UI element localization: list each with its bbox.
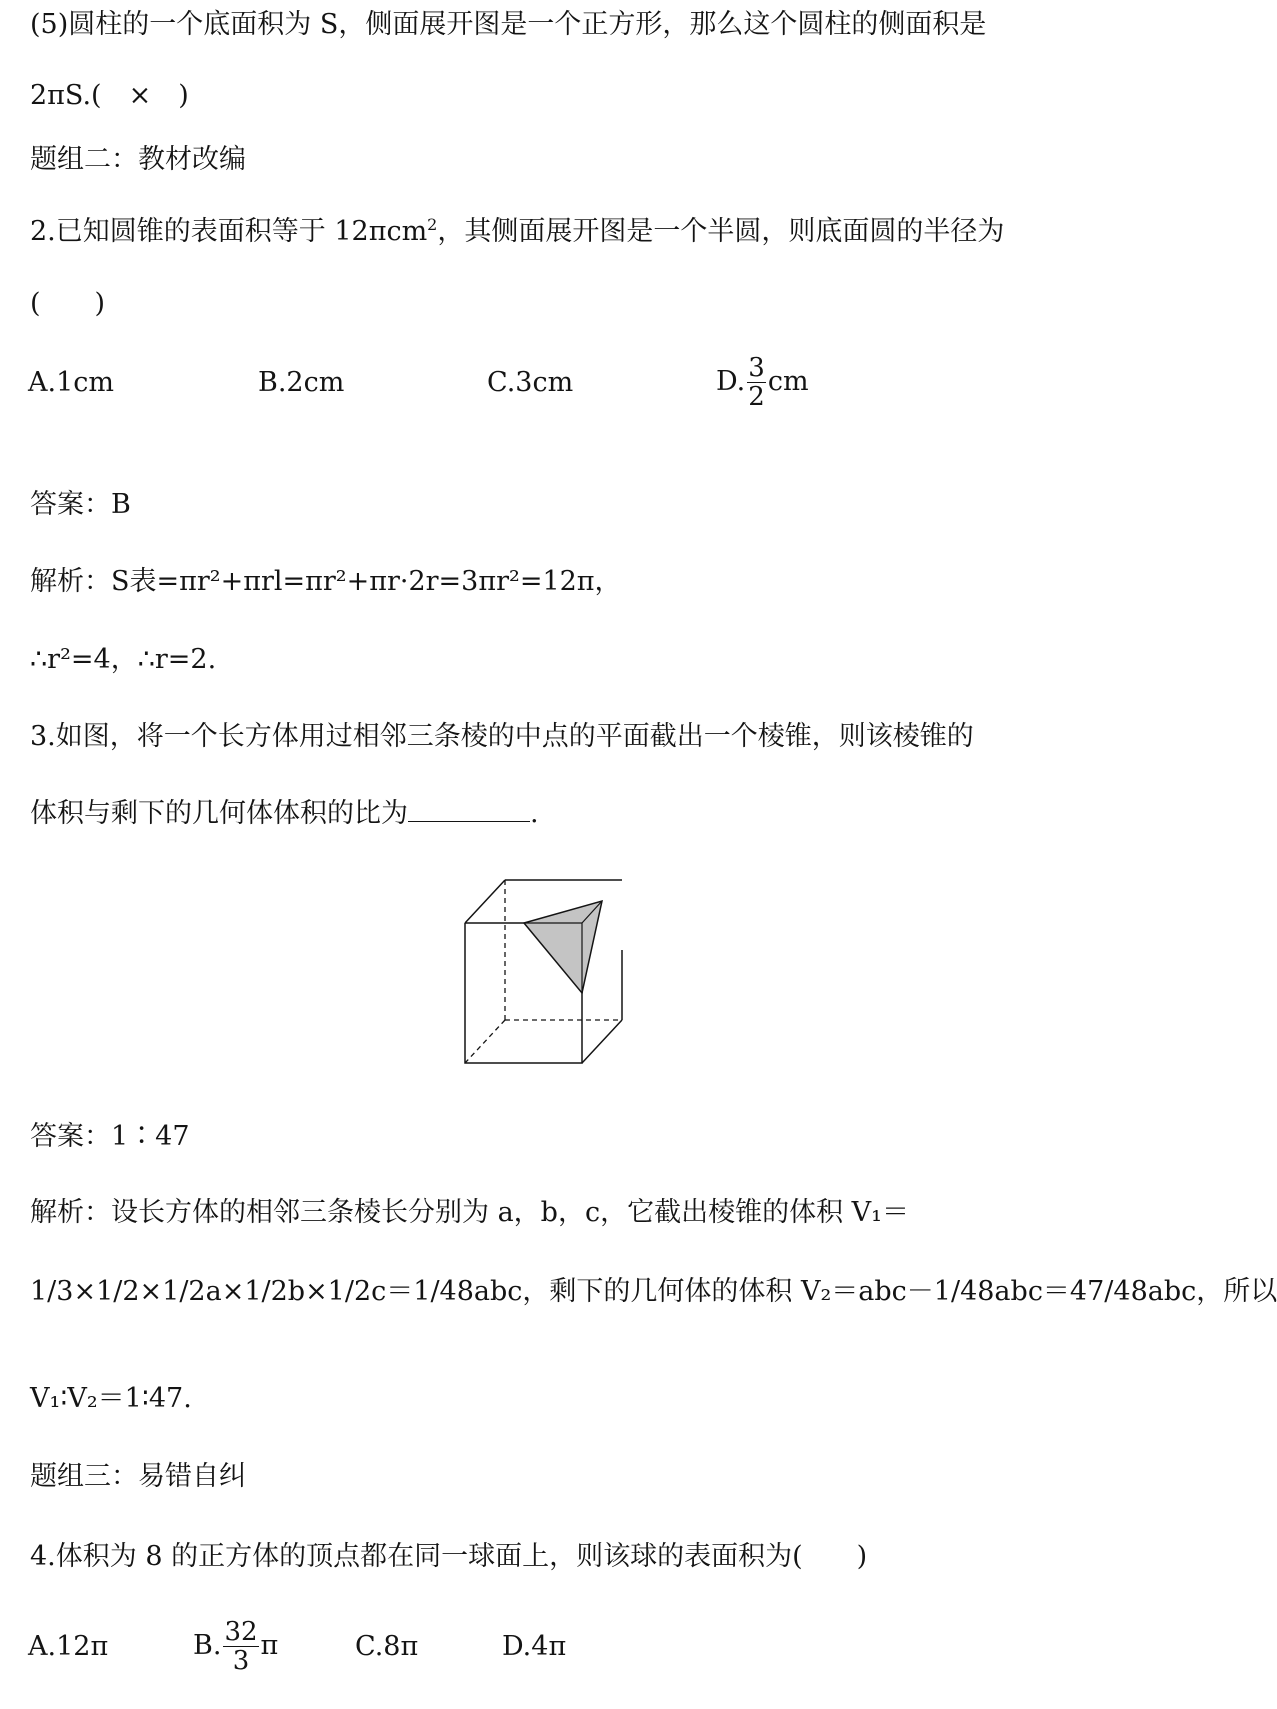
q3-analysis-1: 解析：设长方体的相邻三条棱长分别为 a，b，c，它截出棱锥的体积 V₁＝ xyxy=(30,1197,909,1228)
q2-analysis-1: 解析：S表=πr²+πrl=πr²+πr·2r=3πr²=12π， xyxy=(30,566,622,597)
q3-stem-2 xyxy=(30,797,539,831)
q2-answer: 答案：B xyxy=(30,489,131,520)
cuboid-figure xyxy=(460,875,630,1075)
answer-blank xyxy=(408,797,530,822)
hidden-edge-diagonal xyxy=(465,1020,505,1063)
group3-title: 题组三：易错自纠 xyxy=(30,1461,246,1492)
q3-answer: 答案：1∶47 xyxy=(30,1121,190,1152)
q4-option-c: C.8π xyxy=(355,1631,419,1662)
q4-stem: 4.体积为 8 的正方体的顶点都在同一球面上，则该球的表面积为( ) xyxy=(30,1541,868,1572)
q2-option-d-num: 3 xyxy=(748,353,765,383)
q4-option-b-fraction xyxy=(223,1619,258,1674)
bottom-right-edge xyxy=(582,1020,622,1063)
q2-option-d-den: 2 xyxy=(748,382,765,412)
q2-stem xyxy=(30,215,1004,249)
q3-analysis-2: 1/3×1/2×1/2a×1/2b×1/2c＝1/48abc，剩下的几何体的体积 V₂＝abc－1/48abc＝47/48abc，所以 xyxy=(30,1276,1277,1307)
q1-item5-line1: (5)圆柱的一个底面积为 S，侧面展开图是一个正方形，那么这个圆柱的侧面积是 xyxy=(30,9,987,40)
cut-pyramid-face xyxy=(524,901,602,993)
q2-stem-a: 2.已知圆锥的表面积等于 12πcm xyxy=(30,216,428,247)
q3-stem-1: 3.如图，将一个长方体用过相邻三条棱的中点的平面截出一个棱锥，则该棱锥的 xyxy=(30,721,974,752)
q4-option-b-num: 32 xyxy=(224,1617,258,1647)
q1-item5-line2: 2πS.( × ) xyxy=(30,80,189,111)
q2-option-a: A.1cm xyxy=(28,367,114,398)
q2-option-d-prefix: D. xyxy=(716,366,746,397)
q4-option-b-den: 3 xyxy=(232,1646,250,1676)
q2-option-d xyxy=(716,350,809,414)
q2-option-b: B.2cm xyxy=(258,367,345,398)
q2-analysis-2: ∴r²=4，∴r=2. xyxy=(30,644,217,675)
q4-option-d: D.4π xyxy=(502,1631,567,1662)
q4-option-b-suffix: π xyxy=(260,1630,279,1661)
q3-analysis-3: V₁∶V₂＝1∶47. xyxy=(30,1383,192,1414)
group2-title: 题组二：教材改编 xyxy=(30,144,246,175)
q4-option-a: A.12π xyxy=(28,1631,109,1662)
q2-stem-b: ，其侧面展开图是一个半圆，则底面圆的半径为 xyxy=(437,216,1005,247)
q4-option-b-prefix: B. xyxy=(193,1630,222,1661)
q3-stem-2-text: 体积与剩下的几何体体积的比为 xyxy=(30,798,408,829)
q2-stem-sup: 2 xyxy=(427,215,438,234)
q3-stem-2-end: . xyxy=(530,798,539,829)
q2-option-c: C.3cm xyxy=(487,367,574,398)
top-left-edge xyxy=(465,880,505,923)
q2-paren: ( ) xyxy=(30,288,106,319)
q2-option-d-fraction xyxy=(747,355,766,410)
q2-option-d-suffix: cm xyxy=(767,366,809,397)
q4-option-b xyxy=(193,1614,278,1678)
